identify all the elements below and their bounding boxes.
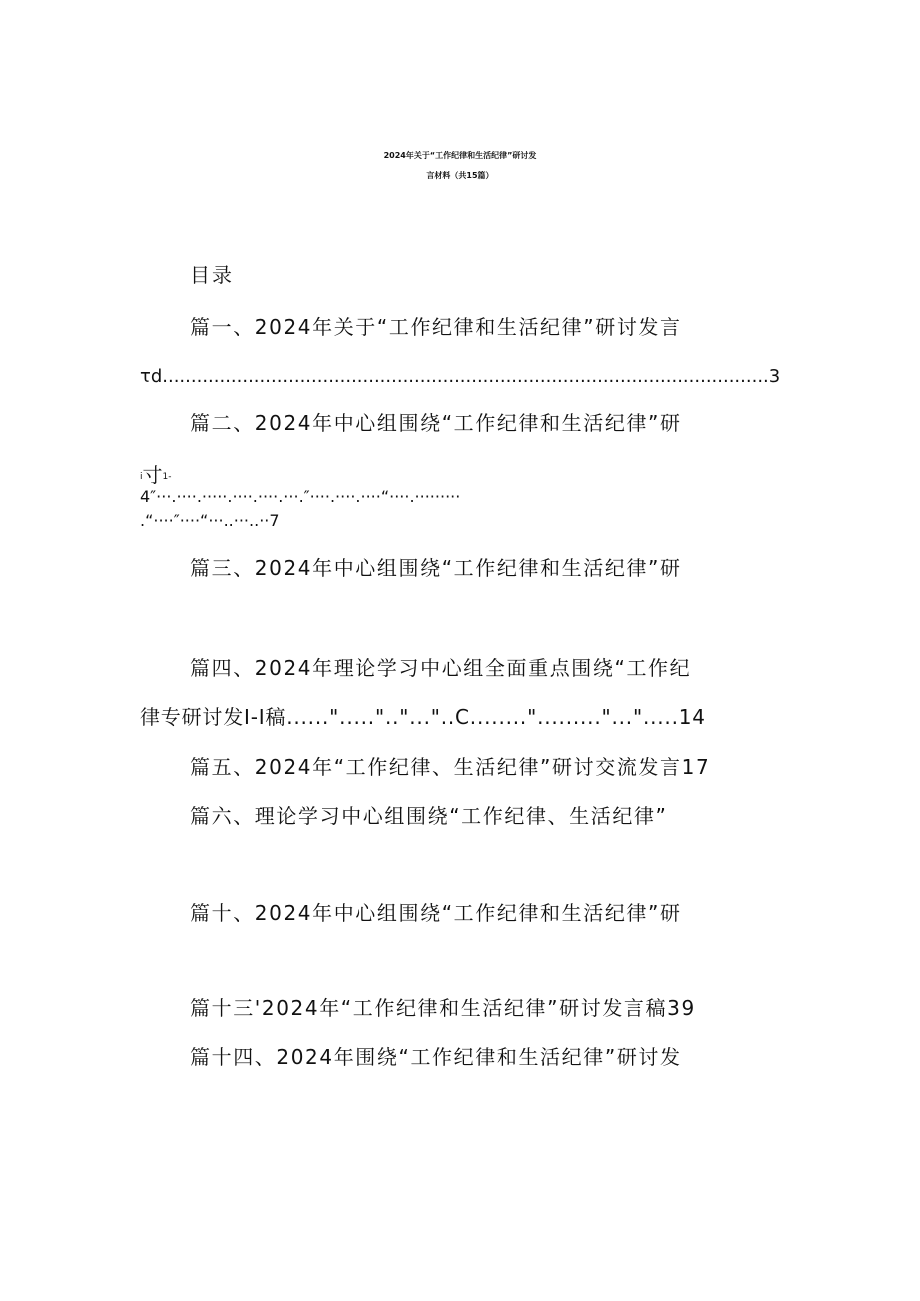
document-title-line-2: 言材料（共15篇） xyxy=(426,171,494,180)
toc-entry-2-fragment-b: 寸 xyxy=(142,463,163,487)
toc-entry-2: 篇二、2024年中心组围绕“工作纪律和生活纪律”研 xyxy=(190,411,682,435)
toc-entry-1: 篇一、2024年关于“工作纪律和生活纪律”研讨发言 xyxy=(190,315,682,339)
toc-entry-4: 篇四、2024年理论学习中心组全面重点围绕“工作纪 xyxy=(190,656,692,680)
toc-entry-2-continuation-3: .“····″····“···..···..··7 xyxy=(140,511,280,530)
toc-entry-2-fragment-c: 1- xyxy=(162,472,172,482)
toc-entry-1-continuation: τd..........................................................................................................3 xyxy=(140,366,781,387)
toc-entry-13: 篇十三'2024年“工作纪律和生活纪律”研讨发言稿39 xyxy=(190,996,696,1020)
toc-entry-3: 篇三、2024年中心组围绕“工作纪律和生活纪律”研 xyxy=(190,556,682,580)
toc-entry-14: 篇十四、2024年围绕“工作纪律和生活纪律”研讨发 xyxy=(190,1045,682,1069)
toc-entry-2-fragment-a: i xyxy=(140,472,143,482)
toc-entry-10: 篇十、2024年中心组围绕“工作纪律和生活纪律”研 xyxy=(190,901,682,925)
toc-entry-2-continuation-2: 4″···.····.·····.····.····.···.″····.····.····“····.········· xyxy=(140,487,461,506)
toc-entry-4-continuation: 律专研讨发I-I稿......".....".."..."..C........"........."...".....14 xyxy=(140,705,706,729)
toc-entry-5: 篇五、2024年“工作纪律、生活纪律”研讨交流发言17 xyxy=(190,755,711,779)
toc-entry-6: 篇六、理论学习中心组围绕“工作纪律、生活纪律” xyxy=(190,804,668,828)
document-title-line-1: 2024年关于“工作纪律和生活纪律”研讨发 xyxy=(383,151,537,160)
toc-heading: 目录 xyxy=(190,263,234,287)
